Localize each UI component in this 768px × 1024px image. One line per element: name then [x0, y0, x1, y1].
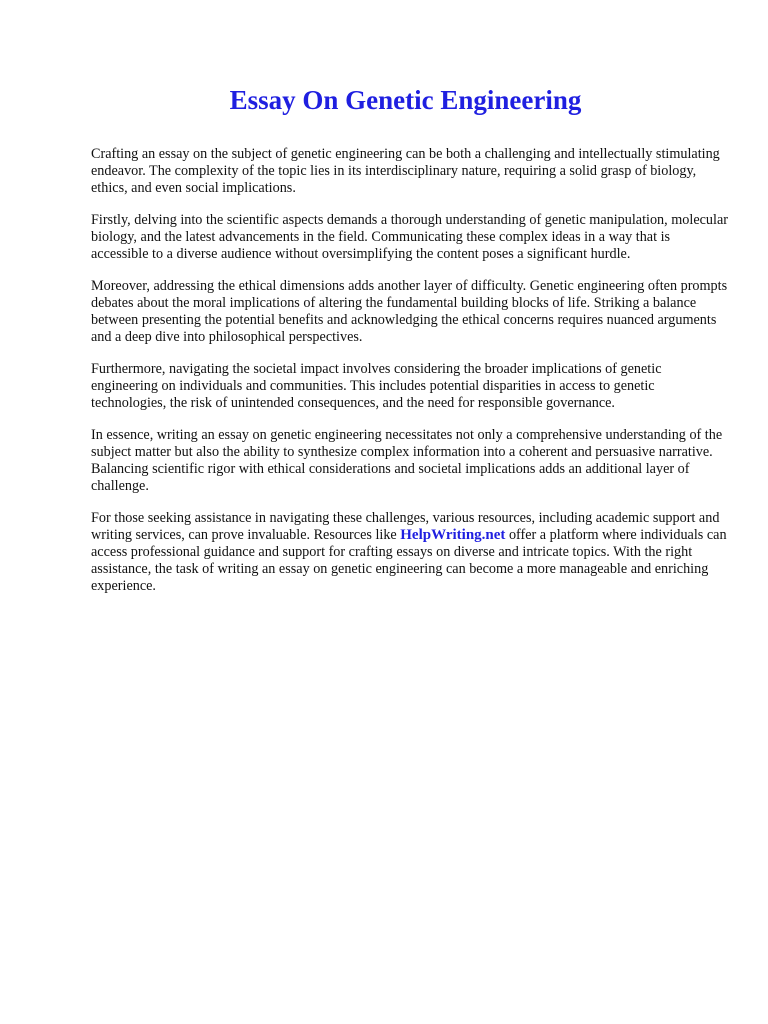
paragraph-6-text-after-link: offer a platform where individuals can access professional guidance and support for crafting essays on diverse and intricate topics. With the right assistance, the task of writing an essay on genetic engineering can become a more manageable and enriching experience. [91, 527, 727, 594]
paragraph-3: Moreover, addressing the ethical dimensions adds another layer of difficulty. Genetic engineering often prompts debates about the moral implications of altering the fundamental building blocks of life. Striking a balance between presenting the potential benefits and acknowledging the ethical concerns requires nuanced arguments and a deep dive into philosophical perspectives. [91, 278, 728, 345]
paragraph-1: Crafting an essay on the subject of genetic engineering can be both a challenging and intellectually stimulating endeavor. The complexity of the topic lies in its interdisciplinary nature, requiring a solid grasp of biology, ethics, and even social implications. [91, 146, 720, 196]
document-body [91, 146, 731, 595]
helpwriting-link[interactable]: HelpWriting.net [400, 527, 506, 543]
paragraph-4: Furthermore, navigating the societal impact involves considering the broader implications of genetic engineering on individuals and communities. This includes potential disparities in access to genetic technologies, the risk of unintended consequences, and the need for responsible governance. [91, 361, 662, 411]
paragraph-5: In essence, writing an essay on genetic engineering necessitates not only a comprehensive understanding of the subject matter but also the ability to synthesize complex information into a coherent and persuasive narrative. Balancing scientific rigor with ethical considerations and societal implications adds an additional layer of challenge. [91, 427, 723, 494]
document-title: Essay On Genetic Engineering [229, 85, 582, 115]
paragraph-6-text-before-link: For those seeking assistance in navigating these challenges, various resources, including academic support and writing services, can prove invaluable. Resources like [91, 510, 720, 543]
paragraph-2: Firstly, delving into the scientific aspects demands a thorough understanding of genetic manipulation, molecular biology, and the latest advancements in the field. Communicating these complex ideas in a way that is accessible to a diverse audience without oversimplifying the content poses a significant hurdle. [91, 212, 728, 262]
paragraph-6 [91, 510, 731, 595]
